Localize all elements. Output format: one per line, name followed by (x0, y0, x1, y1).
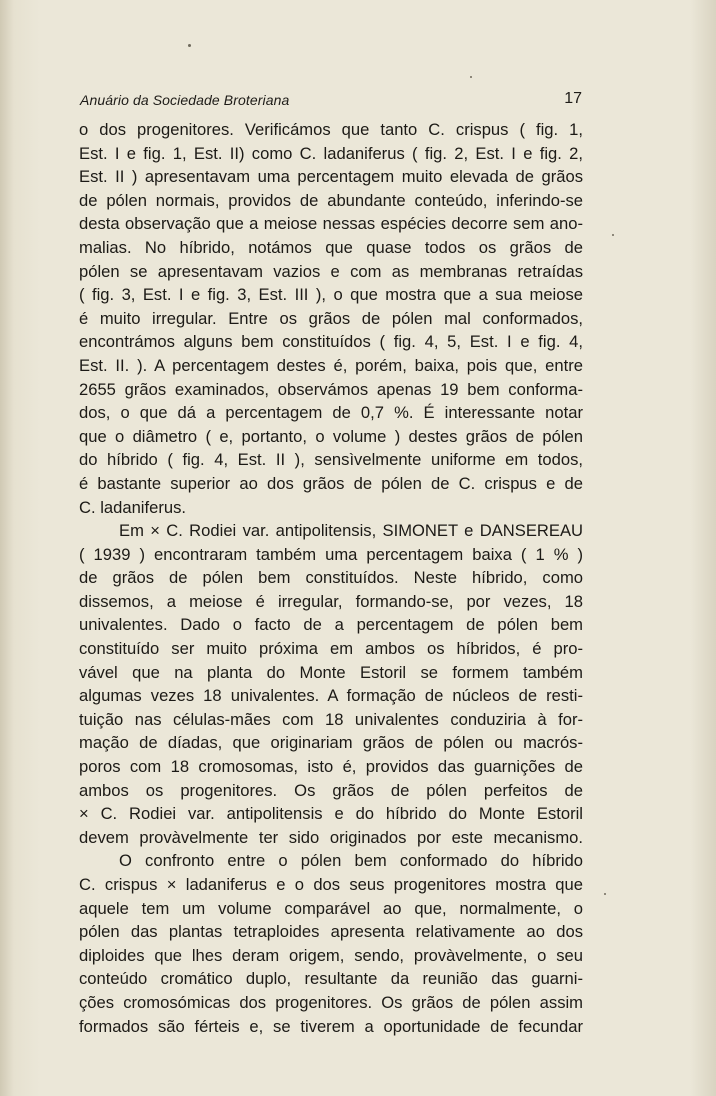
text-line: tuição nas células-mães com 18 univalentes conduziria à for- (79, 709, 583, 729)
text-line: conteúdo cromático duplo, resultante da reunião das guarni- (79, 969, 583, 989)
text-line: ( fig. 3, Est. I e fig. 3, Est. III ), o que mostra que a sua meiose (79, 285, 583, 305)
body-text (79, 118, 583, 1038)
paper-speck (612, 234, 614, 236)
text-line: poros com 18 cromosomas, isto é, providos das guarnições de (79, 757, 583, 777)
text-line: Est. II ) apresentavam uma percentagem muito elevada de grãos (79, 167, 583, 187)
text-line: dissemos, a meiose é irregular, formando-se, por vezes, 18 (79, 591, 583, 611)
paper-speck (470, 76, 472, 78)
running-head: Anuário da Sociedade Broteriana (80, 92, 290, 108)
text-line: univalentes. Dado o facto de a percentagem de pólen bem (79, 615, 583, 635)
text-line: Est. I e fig. 1, Est. II) como C. ladaniferus ( fig. 2, Est. I e fig. 2, (79, 143, 583, 163)
text-line: o dos progenitores. Verificámos que tanto C. crispus ( fig. 1, (79, 120, 583, 139)
paper-speck (188, 44, 191, 47)
text-line: C. ladaniferus. (79, 497, 186, 517)
text-line: ( 1939 ) encontraram também uma percentagem baixa ( 1 % ) (79, 544, 583, 564)
text-line: de pólen normais, providos de abundante conteúdo, inferindo-se (79, 190, 583, 210)
paragraph-first-line: Em × C. Rodiei var. antipolitensis, SIMONET e DANSEREAU (119, 521, 583, 541)
text-line: é muito irregular. Entre os grãos de pólen mal conformados, (79, 308, 583, 328)
text-line: aquele tem um volume comparável ao que, normalmente, o (79, 898, 583, 918)
text-line: do híbrido ( fig. 4, Est. II ), sensìvelmente uniforme em todos, (79, 450, 583, 470)
text-line: algumas vezes 18 univalentes. A formação de núcleos de resti- (79, 686, 583, 706)
text-line: de grãos de pólen bem constituídos. Neste híbrido, como (79, 568, 583, 588)
page-header (80, 92, 582, 112)
text-line: que o diâmetro ( e, portanto, o volume ) destes grãos de pólen (79, 426, 583, 446)
text-line: Est. II. ). A percentagem destes é, porém, baixa, pois que, entre (79, 355, 583, 375)
text-line: dos, o que dá a percentagem de 0,7 %. É interessante notar (79, 403, 583, 423)
text-line: malias. No híbrido, notámos que quase todos os grãos de (79, 237, 583, 257)
text-line: diploides que lhes deram origem, sendo, provàvelmente, o seu (79, 945, 583, 965)
text-line: devem provàvelmente ter sido originados por este mecanismo. (79, 827, 583, 847)
page-number: 17 (564, 90, 582, 107)
paper-speck (604, 893, 606, 895)
text-line: ções cromosómicas dos progenitores. Os grãos de pólen assim (79, 992, 583, 1012)
text-line: × C. Rodiei var. antipolitensis e do híbrido do Monte Estoril (79, 804, 583, 824)
text-line: desta observação que a meiose nessas espécies decorre sem ano- (79, 214, 583, 234)
text-line: pólen se apresentavam vazios e com as membranas retraídas (79, 261, 583, 281)
text-line: mação de díadas, que originariam grãos de pólen ou macrós- (79, 733, 583, 753)
text-line: pólen das plantas tetraploides apresenta relativamente ao dos (79, 922, 583, 942)
text-line: 2655 grãos examinados, observámos apenas 19 bem conforma- (79, 379, 583, 399)
text-line: é bastante superior ao dos grãos de pólen de C. crispus e de (79, 473, 583, 493)
text-line: constituído ser muito próxima em ambos os híbridos, é pro- (79, 639, 583, 659)
paragraph-first-line: O confronto entre o pólen bem conformado do híbrido (119, 851, 583, 871)
text-line: encontrámos alguns bem constituídos ( fig. 4, 5, Est. I e fig. 4, (79, 332, 583, 352)
text-line: ambos os progenitores. Os grãos de pólen perfeitos de (79, 780, 583, 800)
text-line: vável que na planta do Monte Estoril se formem também (79, 662, 583, 682)
text-line: C. crispus × ladaniferus e o dos seus progenitores mostra que (79, 875, 583, 894)
text-line: formados são férteis e, se tiverem a oportunidade de fecundar (79, 1016, 583, 1036)
